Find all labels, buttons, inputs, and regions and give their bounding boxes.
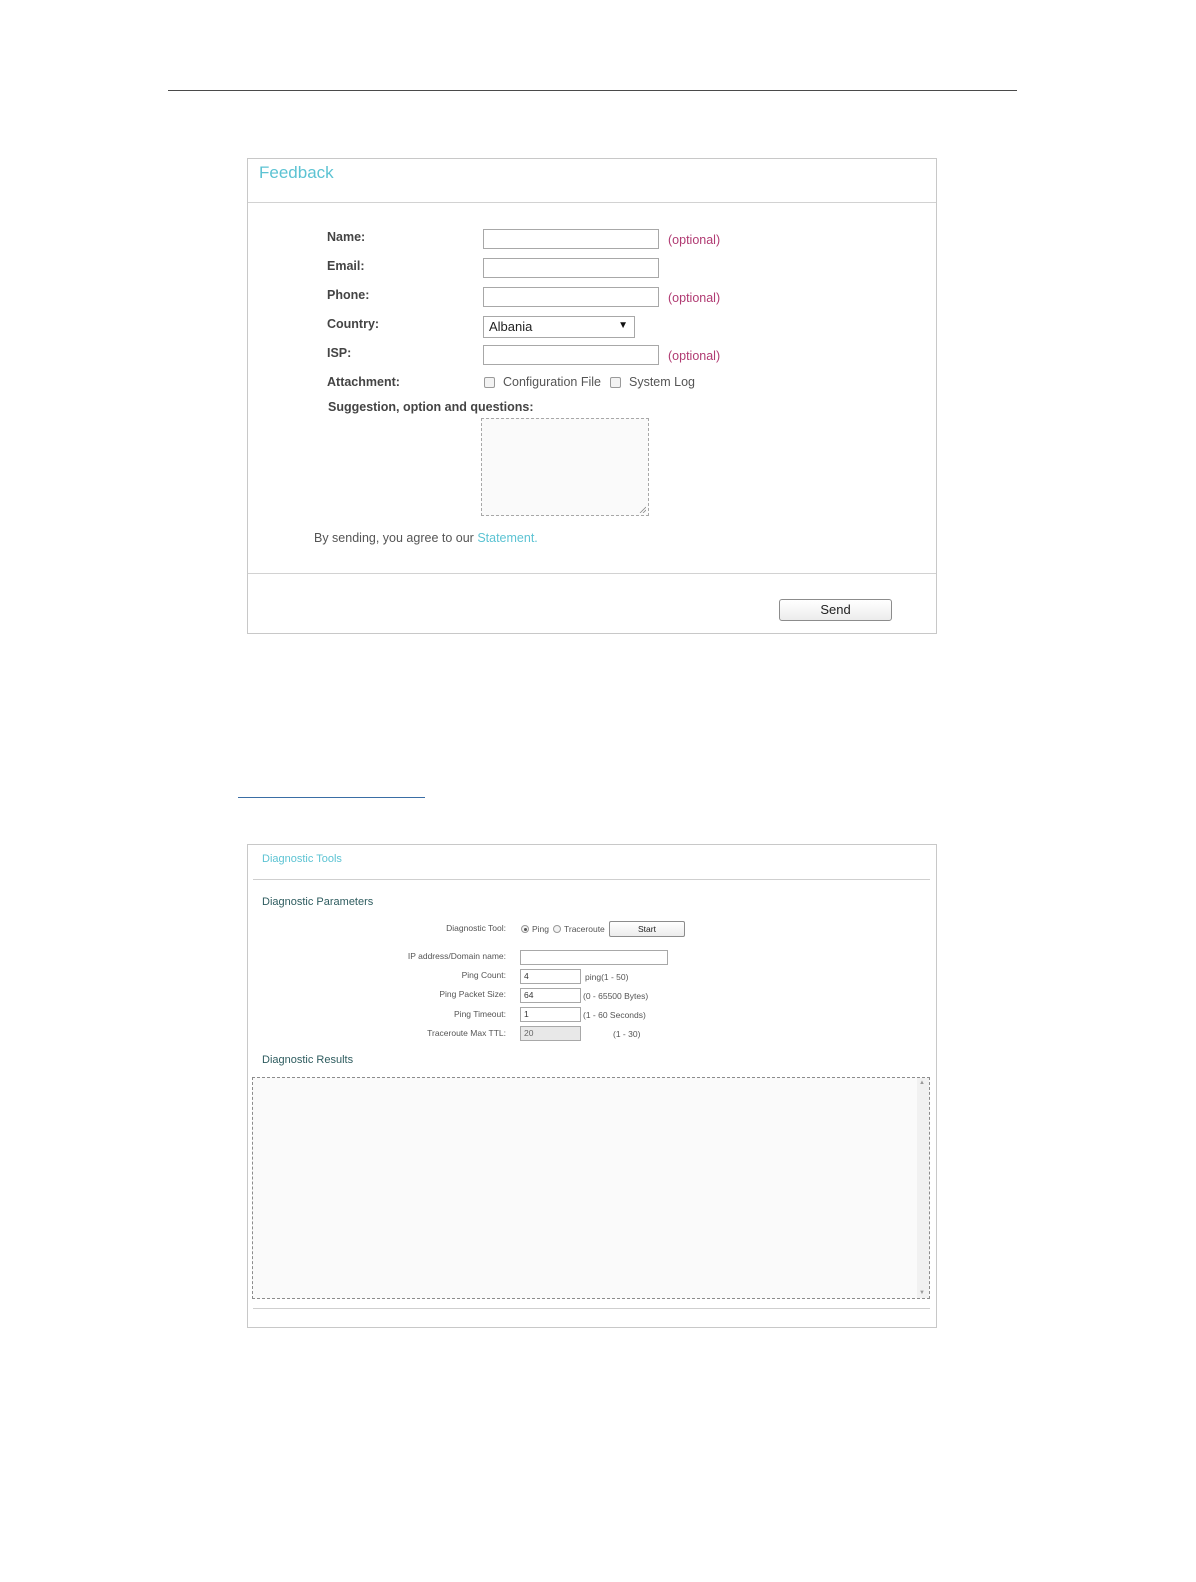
traceroute-max-ttl-input: 20	[520, 1026, 581, 1041]
country-select[interactable]	[483, 316, 635, 338]
start-button[interactable]: Start	[609, 921, 685, 937]
ping-timeout-input[interactable]: 1	[520, 1007, 581, 1022]
phone-label: Phone:	[327, 288, 370, 302]
traceroute-max-ttl-range: (1 - 30)	[613, 1029, 641, 1039]
name-input[interactable]	[483, 229, 659, 249]
ping-radio[interactable]	[521, 925, 529, 933]
traceroute-max-ttl-label: Traceroute Max TTL:	[427, 1028, 506, 1038]
resize-grip-icon[interactable]	[639, 506, 646, 513]
diagnostic-results-heading: Diagnostic Results	[262, 1054, 354, 1066]
send-button[interactable]: Send	[779, 599, 892, 621]
name-optional-note: (optional)	[668, 233, 721, 247]
ping-packet-size-range: (0 - 65500 Bytes)	[583, 991, 649, 1001]
name-label: Name:	[327, 230, 366, 244]
chevron-down-icon: ▼	[618, 320, 628, 331]
diagnostic-footer-divider	[253, 1308, 930, 1309]
ping-timeout-label: Ping Timeout:	[454, 1009, 506, 1019]
suggestion-label: Suggestion, option and questions:	[328, 400, 534, 414]
ip-domain-label: IP address/Domain name:	[407, 951, 506, 961]
diagnostic-tool-label: Diagnostic Tool:	[446, 923, 506, 933]
configuration-file-label: Configuration File	[503, 375, 601, 389]
feedback-header-divider	[248, 202, 936, 203]
diagnostic-parameters-heading: Diagnostic Parameters	[262, 896, 374, 908]
statement-text	[314, 531, 538, 545]
email-input[interactable]	[483, 258, 659, 278]
ip-domain-input[interactable]	[520, 950, 668, 965]
country-selected-value: Albania	[489, 319, 533, 334]
diagnostic-title: Diagnostic Tools	[262, 853, 342, 865]
ping-radio-label: Ping	[532, 924, 550, 934]
isp-input[interactable]	[483, 345, 659, 365]
page-header-rule	[168, 90, 1017, 91]
ping-count-input[interactable]: 4	[520, 969, 581, 984]
ping-timeout-range: (1 - 60 Seconds)	[583, 1010, 646, 1020]
system-log-label: System Log	[629, 375, 696, 389]
results-scrollbar[interactable]	[917, 1078, 929, 1298]
isp-optional-note: (optional)	[668, 349, 721, 363]
feedback-title: Feedback	[259, 163, 334, 182]
country-label: Country:	[327, 317, 380, 331]
statement-prefix: By sending, you agree to our	[314, 531, 474, 545]
scroll-up-icon[interactable]: ▲	[919, 1080, 925, 1086]
email-label: Email:	[327, 259, 365, 273]
feedback-panel	[247, 158, 937, 634]
ping-count-label: Ping Count:	[461, 970, 506, 980]
attachment-label: Attachment:	[327, 375, 400, 389]
diagnostic-results-textarea[interactable]	[252, 1077, 930, 1299]
section-link-underline	[238, 797, 425, 798]
phone-optional-note: (optional)	[668, 291, 721, 305]
ping-count-range: ping(1 - 50)	[585, 972, 629, 982]
ping-packet-size-label: Ping Packet Size:	[439, 989, 506, 999]
configuration-file-checkbox[interactable]	[484, 377, 495, 388]
feedback-footer-divider	[248, 573, 936, 574]
traceroute-radio-label: Traceroute	[564, 924, 605, 934]
traceroute-radio[interactable]	[553, 925, 561, 933]
isp-label: ISP:	[327, 346, 352, 360]
scroll-down-icon[interactable]: ▼	[919, 1290, 925, 1296]
statement-link[interactable]: Statement.	[477, 531, 538, 545]
diagnostic-header-divider	[253, 879, 930, 880]
ping-packet-size-input[interactable]: 64	[520, 988, 581, 1003]
diagnostic-panel	[247, 844, 937, 1328]
system-log-checkbox[interactable]	[610, 377, 621, 388]
suggestion-textarea[interactable]	[481, 418, 649, 516]
phone-input[interactable]	[483, 287, 659, 307]
